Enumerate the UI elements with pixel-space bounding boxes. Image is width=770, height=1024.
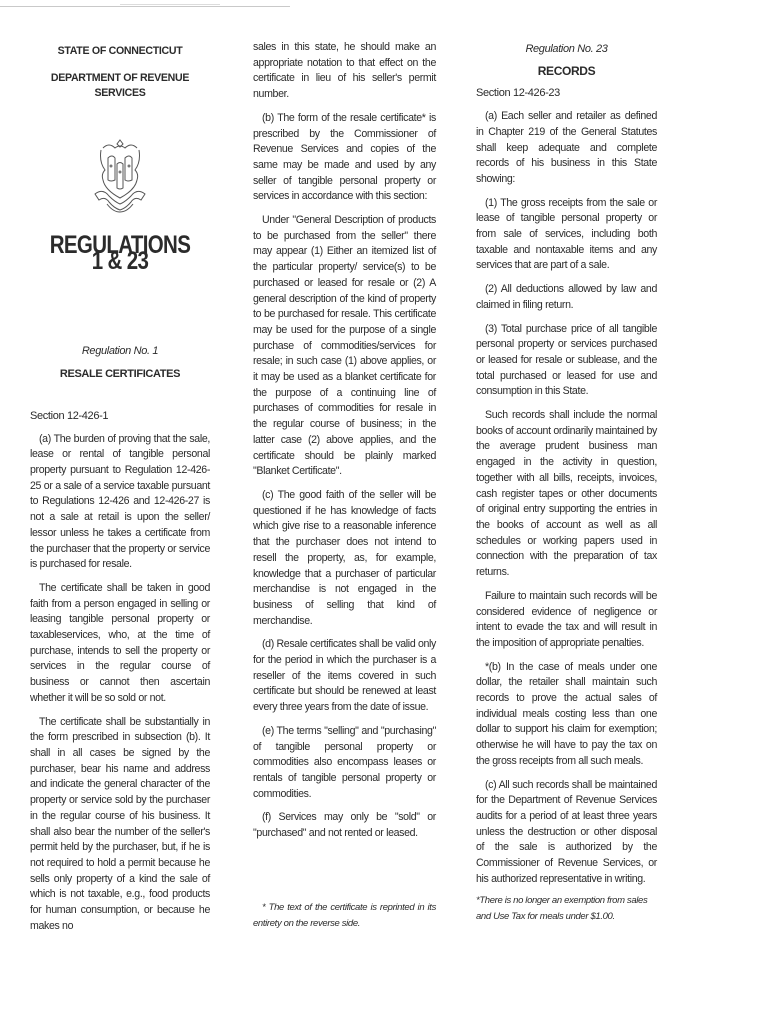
paragraph-1a: (a) The burden of proving that the sale, lease or rental of tangible personal property pursuant to Regulation 12-426-25 or a sale of a service taxable pursuant to Regulations 12-426 and 12-426-27 is not a sale at retail is upon the seller/ lessor unless he takes a certificate from the purchaser that the property or service is purchased for resale.: [30, 432, 210, 571]
department-name: DEPARTMENT OF REVENUE SERVICES: [50, 71, 190, 100]
paragraph-failure: Failure to maintain such records will be considered evidence of negligence or intent to evade the tax and will result in the imposition of appropriate penalties.: [476, 589, 657, 649]
column-2: [253, 40, 436, 940]
paragraph-23a3: (3) Total purchase price of all tangible personal property or services purchased or leased for resale or sublease, and the total purchased or leased for use and consumption in this State.: [476, 322, 657, 398]
paragraph-1e: (e) The terms "selling" and "purchasing" of tangible personal property or commodities also encompass leases or rentals of tangible personal property or commodities.: [253, 724, 436, 800]
paragraph-general-description: Under "General Description of products to be purchased from the seller" there may appear (1) Either an itemized list of the particular property/ service(s) to be purchased or leased for resale or (2) A general description of the kind of property to be purchased for resale. This certificate may be used for the purpose of a single purchase of commodities/services for resale; in such case (1) above applies, or it may be used as a blanket certificate for the purpose of a continuing line of purchases of commodities for resale in the regular course of business; in the latter case (2) above applies, and the certificate should be plainly marked "Blanket Certificate".: [253, 214, 436, 478]
paragraph-records-include: Such records shall include the normal books of account ordinarily maintained by the average prudent business man engaged in the activity in question, together with all bills, receipts, invoices, cash register tapes or other documents of original entry supporting the entries in the books of account as well as all schedules or working papers used in connection with the preparation of tax returns.: [476, 409, 657, 579]
paragraph-23a: (a) Each seller and retailer as defined in Chapter 219 of the General Statutes shall keep adequate and complete records of his business in this State showing:: [476, 110, 657, 185]
regulation-23-number: Regulation No. 23: [525, 43, 608, 55]
regulation-1-section: Section 12-426-1: [30, 409, 109, 422]
regulation-1-footnote: * The text of the certificate is reprinted in its entirety on the reverse side.: [253, 901, 436, 929]
state-name: STATE OF CONNECTICUT: [57, 45, 183, 57]
paragraph-1d: (d) Resale certificates shall be valid only for the period in which the purchaser is a reseller of the items covered in such certificate but should be renewed at least every three years from the date of issue.: [253, 638, 436, 714]
regulation-23-section: Section 12-426-23: [476, 87, 560, 100]
paragraph-1f: (f) Services may only be "sold" or "purchased" and not rented or leased.: [253, 811, 436, 840]
regulation-1-number: Regulation No. 1: [81, 344, 159, 357]
paragraph-1b: (b) The form of the resale certificate* is prescribed by the Commissioner of Revenue Services and copies of the same may be made and used by any seller of tangible personal property or services in accordance with this section:: [253, 111, 436, 203]
paragraph-good-faith: The certificate shall be taken in good faith from a person engaged in selling or leasing tangible personal property or taxableservices, who, at the time of purchase, intends to sell the property or services in the regular course of business or cannot then ascertain whether it will be so sold or not.: [30, 581, 210, 704]
column-1: [30, 40, 210, 942]
regulation-23-title: RECORDS: [537, 63, 596, 78]
scan-artifact: [0, 6, 290, 7]
paragraph-form-continued: sales in this state, he should make an appropriate notation to that effect on the certificate in lieu of his seller's permit number.: [253, 41, 436, 101]
scan-artifact: [120, 4, 220, 5]
state-seal-icon: [93, 136, 147, 216]
regulation-23-footnote: *There is no longer an exemption from sales and Use Tax for meals under $1.00.: [476, 895, 648, 923]
paragraph-23c: (c) All such records shall be maintained for the Department of Revenue Services audits for a period of at least three years unless the destruction or other disposal of the sale is authorized by the Commissioner of Revenue Services, or his authorized representative in writing.: [476, 778, 657, 885]
document-title: REGULATIONS 1 & 23: [49, 231, 191, 275]
column-3: [476, 40, 657, 933]
paragraph-1c: (c) The good faith of the seller will be questioned if he has knowledge of facts which give rise to a reasonable inference that the purchaser does not intend to resell the property, as, for example, knowledge that a purchaser of particular merchandise is not engaged in the business of selling that kind of merchandise.: [253, 488, 436, 627]
paragraph-23a1: (1) The gross receipts from the sale or lease of tangible personal property or from sale of services, including both taxable and nontaxable items and any services that are part of a sale.: [476, 196, 657, 272]
paragraph-form: The certificate shall be substantially in the form prescribed in subsection (b). It shall in all cases be signed by the purchaser, bear his name and address and indicate the general character of the property or service sold by the purchaser in the regular course of his business. It shall also bear the number of the seller's permit held by the purchaser, but, if he is not required to hold a permit because he sells only property of a kind the sale of which is not taxable, e.g., food products for human consumption, or because he makes no: [30, 715, 210, 932]
paragraph-23a2: (2) All deductions allowed by law and claimed in filing return.: [476, 283, 657, 311]
regulation-1-title: RESALE CERTIFICATES: [59, 368, 181, 381]
paragraph-23b: *(b) In the case of meals under one dollar, the retailer shall maintain such records to prove the actual sales of individual meals costing less than one dollar to support his claim for exemption; otherwise he will have to pay the tax on the gross receipts from all such meals.: [476, 660, 657, 767]
